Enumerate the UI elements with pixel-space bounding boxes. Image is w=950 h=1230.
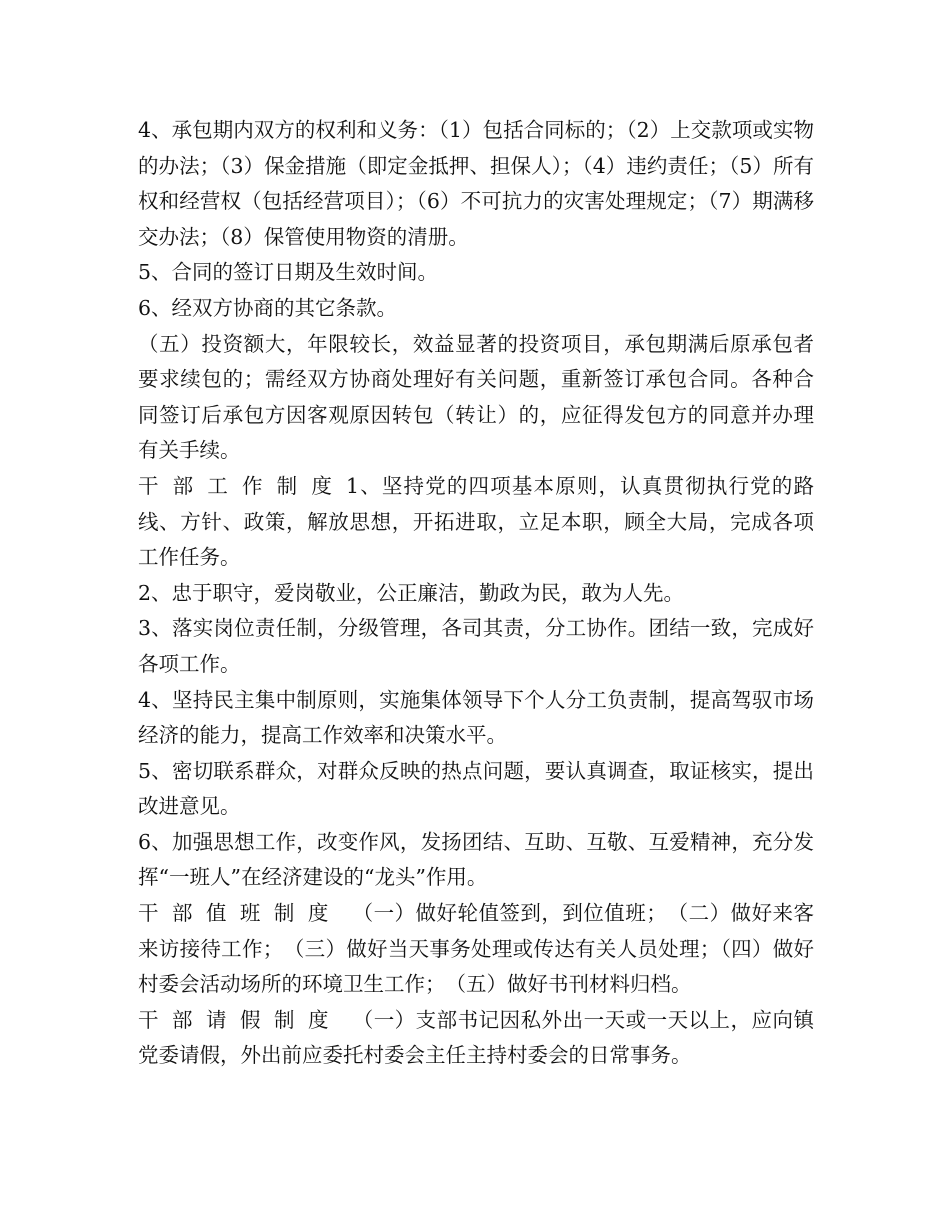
cadre-work-item-2: 2、忠于职守，爱岗敬业，公正廉洁，勤政为民，敢为人先。 (138, 580, 685, 605)
cadre-work-item-4: 4、坚持民主集中制原则，实施集体领导下个人分工负责制，提高驾驭市场经济的能力，提高工作效率和决策水平。 (138, 687, 814, 748)
heading-cadre-duty: 干部值班制度 (138, 901, 342, 926)
cadre-work-item-3: 3、落实岗位责任制，分级管理，各司其责，分工协作。团结一致，完成好各项工作。 (138, 616, 814, 676)
paragraph-other-terms: 6、经双方协商的其它条款。 (138, 295, 398, 320)
cadre-work-item-1: 1、坚持党的四项基本原则，认真贯彻执行党的路线、方针、政策，解放思想，开拓进取，立足本职，顾全大局，完成各项工作任务。 (138, 473, 815, 570)
section-cadre-work (138, 469, 814, 576)
document-body (138, 113, 814, 1074)
section-cadre-duty (138, 896, 814, 1003)
cadre-work-item-5: 5、密切联系群众，对群众反映的热点问题，要认真调查，取证核实，提出改进意见。 (138, 758, 814, 819)
heading-cadre-leave: 干部请假制度 (138, 1007, 342, 1032)
paragraph-renewal: （五）投资额大，年限较长，效益显著的投资项目，承包期满后原承包者要求续包的；需经双方协商处理好有关问题，重新签订承包合同。各种合同签订后承包方因客观原因转包（转让）的，应征得发包方的同意并办理有关手续。 (138, 331, 814, 463)
paragraph-rights-obligations: 4、承包期内双方的权利和义务：（1）包括合同标的；（2）上交款项或实物的办法；（3）保金措施（即定金抵押、担保人）；（4）违约责任；（5）所有权和经营权（包括经营项目）；（6）不可抗力的灾害处理规定；（7）期满移交办法；（8）保管使用物资的清册。 (138, 118, 814, 249)
heading-cadre-work: 干部工作制度 (138, 473, 346, 498)
cadre-duty-text: （一）做好轮值签到，到位值班； （二）做好来客来访接待工作； （三）做好当天事务处理或传达有关人员处理；（四）做好村委会活动场所的环境卫生工作； （五）做好书刊材料归档。 (138, 901, 815, 997)
section-cadre-leave (138, 1003, 814, 1074)
cadre-leave-text: （一）支部书记因私外出一天或一天以上，应向镇党委请假，外出前应委托村委会主任主持村委会的日常事务。 (138, 1007, 815, 1068)
cadre-work-item-6: 6、加强思想工作，改变作风，发扬团结、互助、互敬、互爱精神，充分发挥“一班人”在经济建设的“龙头”作用。 (138, 829, 814, 890)
paragraph-signing-date: 5、合同的签订日期及生效时间。 (138, 260, 439, 285)
